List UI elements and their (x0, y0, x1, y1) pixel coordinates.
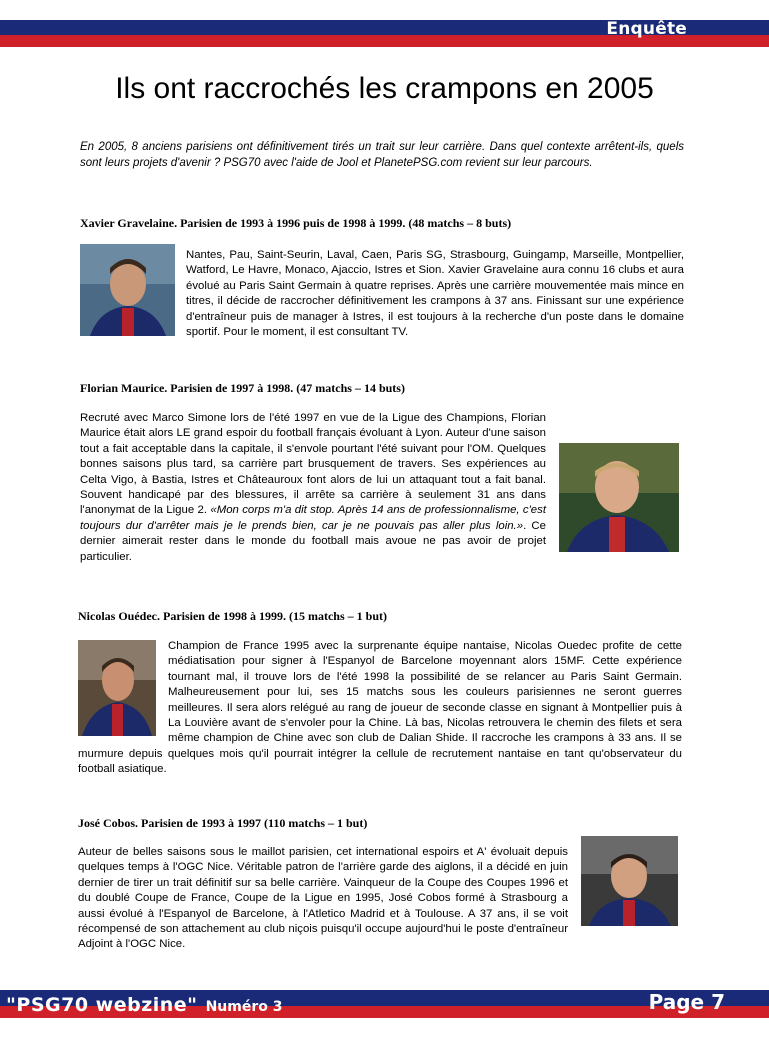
photo-spacer (80, 248, 186, 342)
photo-spacer (568, 845, 684, 929)
player-bio-end: . Ce dernier aimerait rester dans le monde du football mais avoue ne pas avoir de projet particulier. (80, 519, 546, 563)
player-heading-cobos: José Cobos. Parisien de 1993 à 1997 (110 matchs – 1 but) (78, 816, 368, 830)
player-bio: Nantes, Pau, Saint-Seurin, Laval, Caen, Paris SG, Strasbourg, Guingamp, Marseille, Montpellier, Watford, Le Havre, Monaco, Ajaccio, Istres et Sion. Xavier Gravelaine aura connu 16 clubs et aura évolué au Paris Saint Germain à quatre reprises. Après une carrière mouvementée mais mince en titres, il décide de raccrocher définitivement les crampons à 37 ans. Finissant sur une expérience d'entraîneur puis de manager à Istres, il est toujours à la recherche d'un poste dans le domaine sportif. Pour le moment, il est consultant TV. (186, 249, 684, 339)
intro-paragraph: En 2005, 8 anciens parisiens ont définitivement tirés un trait sur leur carrière. Dans quel contexte arrêtent-ils, quels sont leurs projets d'avenir ? PSG70 avec l'aide de Jool et PlanetePSG.com revient sur leur parcours. (80, 141, 684, 169)
player-heading-maurice: Florian Maurice. Parisien de 1997 à 1998. (47 matchs – 14 buts) (80, 381, 405, 395)
player-bio: Recruté avec Marco Simone lors de l'été 1997 en vue de la Ligue des Champions, Florian Maurice était alors LE grand espoir du football français évoluant à Lyon. Auteur d'une saison tout a fait acceptable dans la capitale, il s'envole pourtant l'été suivant pour l'OM. Quelques bonnes saisons plus tard, sa carrière part brusquement de travers. Ses expériences au Celta Vigo, à Bastia, Istres et Châteauroux font alors de lui un attaquant tout a fait banal. Souvent handicapé par des blessures, il arrête sa carrière à seulement 31 ans dans l'anonymat de la Ligue 2. (80, 412, 546, 517)
section-label: Enquête (606, 19, 687, 39)
player-text-maurice (80, 411, 684, 565)
photo-spacer (546, 443, 684, 555)
player-heading-ouedec: Nicolas Ouédec. Parisien de 1998 à 1999. (15 matchs – 1 but) (78, 609, 387, 623)
player-quote: «Mon corps m'a dit stop. Après 14 ans de professionnalisme, c'est toujours dur d'arrêter mais je le prends bien, car je ne pouvais pas aller plus loin.» (80, 504, 546, 532)
footer-magazine (6, 994, 283, 1016)
player-text-gravelaine (80, 248, 684, 342)
photo-spacer (78, 639, 168, 741)
player-heading-gravelaine: Xavier Gravelaine. Parisien de 1993 à 1996 puis de 1998 à 1999. (48 matchs – 8 buts) (80, 216, 512, 230)
player-text-cobos (78, 845, 684, 953)
player-bio: Champion de France 1995 avec la surprenante équipe nantaise, Nicolas Ouedec profite de cette médiatisation pour signer à l'Espanyol de Barcelone moyennant alors 15MF. Cette expérience tournant mal, il trouve lors de l'été 1998 la possibilité de se relancer au Paris Saint Germain. Malheureusement pour lui, ses 15 matchs sous les couleurs parisiennes ne seront guerres meilleures. Il sera alors relégué au rang de joueur de seconde classe en signant à Montpellier puis à La Louvière avant de s'envoler pour la Chine. Là bas, Nicolas retrouvera le chemin des filets et sera même champion de Chine avec son club de Dalian Shide. Il raccroche les crampons à 33 ans. Il se murmure depuis quelques mois qu'il pourrait intégrer la cellule de recrutement nantaise en tant qu'observateur du football asiatique. (78, 640, 682, 776)
magazine-name: "PSG70 webzine" (6, 994, 198, 1016)
page-number: Page 7 (648, 990, 725, 1014)
issue-number: Numéro 3 (205, 999, 283, 1015)
player-text-ouedec (78, 639, 682, 778)
player-bio: Auteur de belles saisons sous le maillot parisien, cet international espoirs et A' évoluait depuis quelques temps à l'OGC Nice. Véritable patron de l'arrière garde des aiglons, il a décidé en juin dernier de tirer un trait définitif sur sa belle carrière. Vainqueur de la Coupe des Coupes 1996 et du doublé Coupe de France, Coupe de la Ligue en 1995, José Cobos formé à Strasbourg a aussi évolué à l'Espanyol de Barcelone, à l'Atletico Madrid et à Toulouse. A 37 ans, il se voit récompensé de son attachement au club niçois puisqu'il occupe aujourd'hui le poste d'entraîneur Adjoint à l'OGC Nice. (78, 846, 568, 951)
page-title: Ils ont raccrochés les crampons en 2005 (115, 72, 654, 105)
